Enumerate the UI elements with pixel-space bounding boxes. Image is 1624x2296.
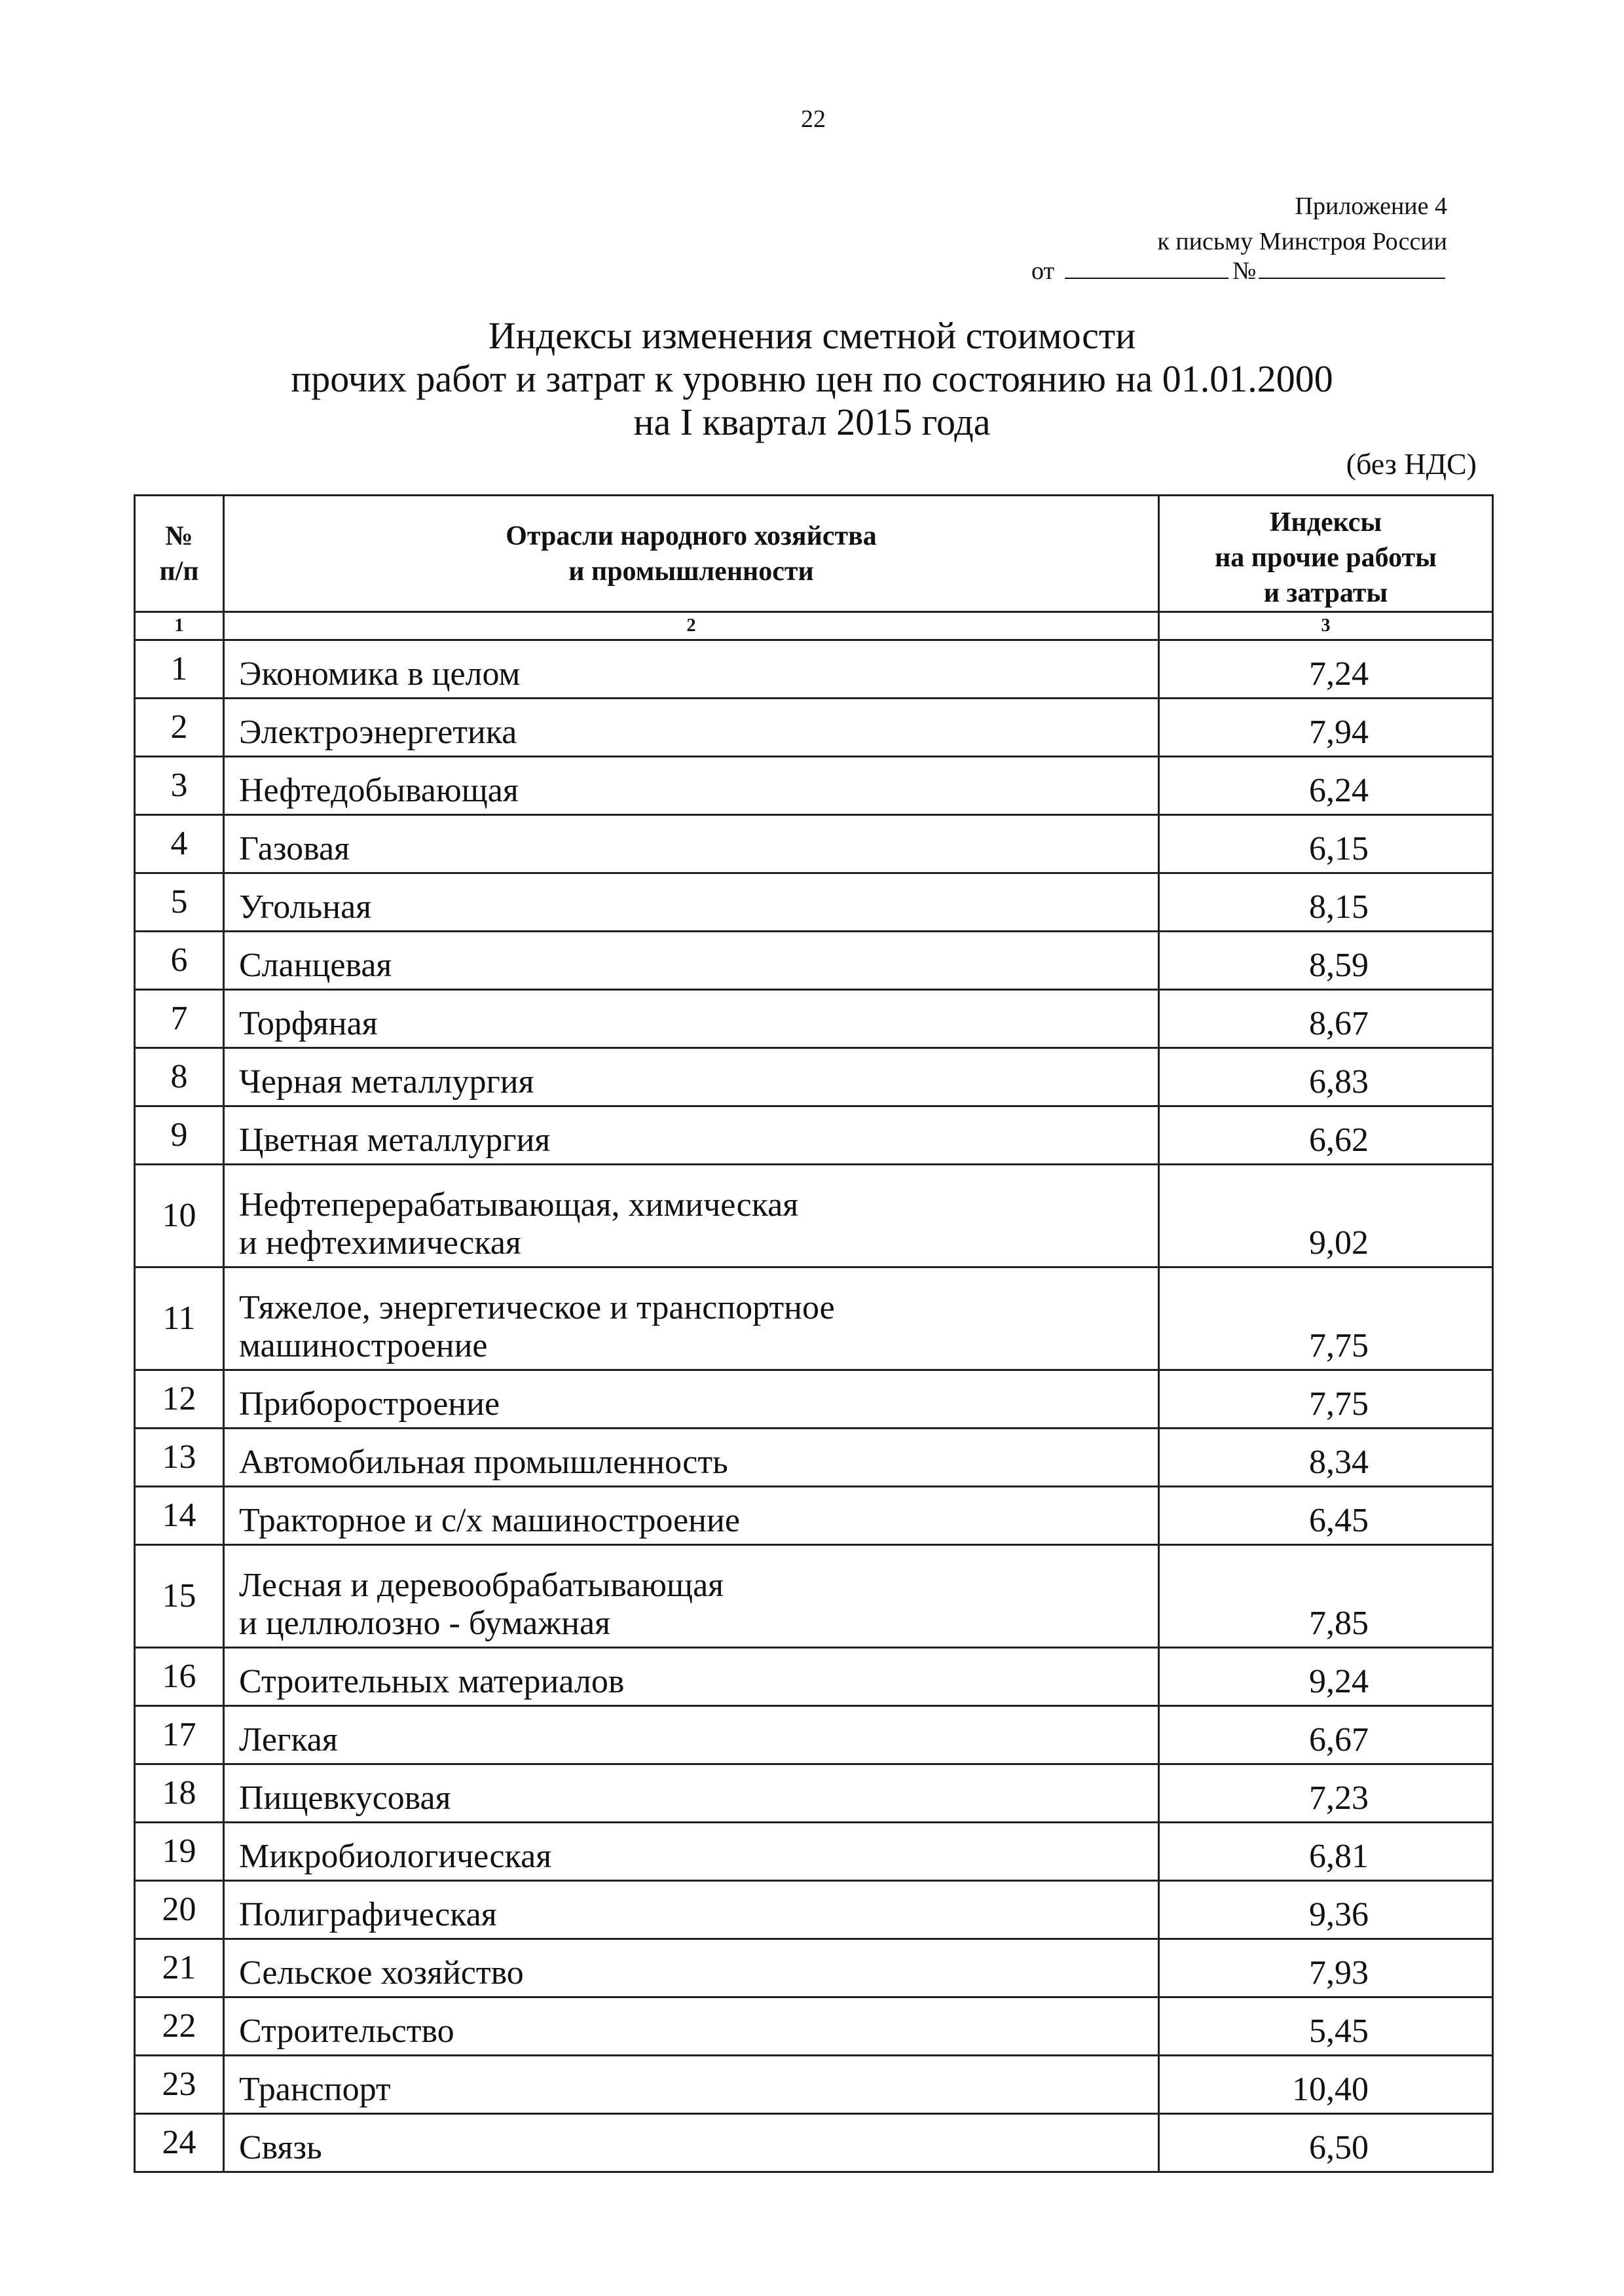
title-line-2: прочих работ и затрат к уровню цен по состоянию на 01.01.2000 <box>291 357 1333 400</box>
row-number: 21 <box>135 1939 224 1997</box>
industry-name-line2: и нефтехимическая <box>239 1224 521 1262</box>
header-industry-line1: Отрасли народного хозяйства <box>506 520 877 551</box>
industry-name <box>224 873 1159 932</box>
index-value: 6,45 <box>1159 1487 1493 1545</box>
index-value: 10,40 <box>1159 2056 1493 2114</box>
column-number-3: 3 <box>1159 612 1493 640</box>
column-number-2: 2 <box>224 612 1159 640</box>
industry-name-line1: Цветная металлургия <box>239 1121 551 1159</box>
industry-name <box>224 1764 1159 1823</box>
vat-note: (без НДС) <box>1346 447 1477 481</box>
index-value: 7,93 <box>1159 1939 1493 1997</box>
industry-name <box>224 1048 1159 1106</box>
industry-name-line1: Пищевкусовая <box>239 1779 451 1817</box>
index-value: 9,36 <box>1159 1881 1493 1939</box>
industry-name <box>224 1429 1159 1487</box>
table-body <box>135 640 1493 2172</box>
appendix-label: Приложение 4 <box>1295 192 1447 220</box>
industry-name <box>224 1648 1159 1706</box>
table-row <box>135 1881 1493 1939</box>
row-number: 24 <box>135 2114 224 2172</box>
index-value: 5,45 <box>1159 1997 1493 2056</box>
table-header-row <box>135 496 1493 612</box>
row-number: 4 <box>135 815 224 873</box>
table-row <box>135 1939 1493 1997</box>
industry-name-line1: Полиграфическая <box>239 1896 497 1933</box>
industry-name <box>224 1706 1159 1764</box>
industry-name <box>224 640 1159 699</box>
industry-name-line1: Экономика в целом <box>239 655 521 693</box>
index-value: 6,15 <box>1159 815 1493 873</box>
index-value: 7,75 <box>1159 1370 1493 1429</box>
index-value: 6,67 <box>1159 1706 1493 1764</box>
row-number: 20 <box>135 1881 224 1939</box>
table-row <box>135 1545 1493 1648</box>
table-row <box>135 757 1493 815</box>
header-number <box>135 496 224 612</box>
ref-prefix: от <box>1031 257 1055 285</box>
date-blank <box>1065 258 1228 279</box>
industry-name <box>224 1267 1159 1370</box>
index-value: 8,15 <box>1159 873 1493 932</box>
row-number: 23 <box>135 2056 224 2114</box>
table-row <box>135 1370 1493 1429</box>
industry-name-line1: Угольная <box>239 888 372 926</box>
industry-name-line1: Лесная и деревообрабатывающая <box>239 1567 724 1604</box>
row-number: 16 <box>135 1648 224 1706</box>
industry-name-line1: Микробиологическая <box>239 1838 552 1875</box>
industry-name-line1: Автомобильная промышленность <box>239 1444 728 1481</box>
index-value: 6,24 <box>1159 757 1493 815</box>
index-value: 6,50 <box>1159 2114 1493 2172</box>
row-number: 14 <box>135 1487 224 1545</box>
table-row <box>135 2056 1493 2114</box>
industry-name-line1: Сельское хозяйство <box>239 1954 524 1992</box>
row-number: 6 <box>135 932 224 990</box>
header-number-line1: № <box>165 520 193 551</box>
row-number: 3 <box>135 757 224 815</box>
industry-name-line2: и целлюлозно - бумажная <box>239 1605 610 1642</box>
reference-line <box>1031 257 1445 285</box>
table-row <box>135 1106 1493 1165</box>
appendix-letter-ref: к письму Минстроя России <box>1157 228 1447 255</box>
table-row <box>135 1267 1493 1370</box>
industry-name <box>224 932 1159 990</box>
row-number: 17 <box>135 1706 224 1764</box>
appendix-block <box>1157 189 1447 259</box>
table-row <box>135 1487 1493 1545</box>
row-number: 13 <box>135 1429 224 1487</box>
row-number: 11 <box>135 1267 224 1370</box>
industry-name-line1: Связь <box>239 2129 322 2166</box>
industry-name-line1: Электроэнергетика <box>239 714 517 751</box>
number-sign: № <box>1232 257 1257 285</box>
document-title <box>131 314 1493 444</box>
industry-name-line2: машиностроение <box>239 1327 488 1364</box>
page-number: 22 <box>801 105 826 133</box>
industry-name <box>224 1823 1159 1881</box>
index-value: 7,85 <box>1159 1545 1493 1648</box>
table-row <box>135 1823 1493 1881</box>
table-row <box>135 1648 1493 1706</box>
table-row <box>135 1706 1493 1764</box>
industry-name-line1: Торфяная <box>239 1005 378 1042</box>
industry-name-line1: Легкая <box>239 1721 338 1758</box>
industry-name <box>224 1881 1159 1939</box>
index-value: 6,62 <box>1159 1106 1493 1165</box>
industry-name <box>224 2056 1159 2114</box>
row-number: 12 <box>135 1370 224 1429</box>
header-index-line2: на прочие работы <box>1215 543 1437 573</box>
row-number: 18 <box>135 1764 224 1823</box>
index-value: 6,81 <box>1159 1823 1493 1881</box>
industry-name <box>224 1939 1159 1997</box>
header-index-line1: Индексы <box>1269 507 1382 538</box>
industry-name <box>224 1165 1159 1267</box>
index-value: 9,24 <box>1159 1648 1493 1706</box>
table-row <box>135 1165 1493 1267</box>
table-row <box>135 699 1493 757</box>
row-number: 19 <box>135 1823 224 1881</box>
industry-name <box>224 1487 1159 1545</box>
row-number: 1 <box>135 640 224 699</box>
table-row <box>135 1764 1493 1823</box>
index-value: 9,02 <box>1159 1165 1493 1267</box>
index-table <box>134 494 1494 2173</box>
index-value: 8,34 <box>1159 1429 1493 1487</box>
table-row <box>135 815 1493 873</box>
index-value: 8,59 <box>1159 932 1493 990</box>
index-value: 6,83 <box>1159 1048 1493 1106</box>
header-index-line3: и затраты <box>1263 578 1388 608</box>
index-value: 7,23 <box>1159 1764 1493 1823</box>
industry-name-line1: Строительных материалов <box>239 1663 625 1700</box>
header-industry <box>224 496 1159 612</box>
industry-name <box>224 699 1159 757</box>
industry-name-line1: Газовая <box>239 830 350 867</box>
row-number: 15 <box>135 1545 224 1648</box>
header-number-line2: п/п <box>159 556 199 587</box>
industry-name-line1: Черная металлургия <box>239 1063 534 1101</box>
header-industry-line2: и промышленности <box>568 556 814 587</box>
title-line-3: на I квартал 2015 года <box>633 401 991 443</box>
row-number: 8 <box>135 1048 224 1106</box>
industry-name <box>224 815 1159 873</box>
index-value: 7,24 <box>1159 640 1493 699</box>
table-row <box>135 1429 1493 1487</box>
industry-name-line1: Строительство <box>239 2013 454 2050</box>
table-row <box>135 2114 1493 2172</box>
index-value: 7,75 <box>1159 1267 1493 1370</box>
index-value: 7,94 <box>1159 699 1493 757</box>
header-index <box>1159 496 1493 612</box>
table-row <box>135 1048 1493 1106</box>
industry-name <box>224 1997 1159 2056</box>
industry-name <box>224 757 1159 815</box>
industry-name-line1: Транспорт <box>239 2071 391 2108</box>
industry-name <box>224 1106 1159 1165</box>
table-row <box>135 1997 1493 2056</box>
row-number: 10 <box>135 1165 224 1267</box>
column-numbers-row <box>135 612 1493 640</box>
row-number: 9 <box>135 1106 224 1165</box>
industry-name <box>224 1545 1159 1648</box>
industry-name <box>224 1370 1159 1429</box>
table-row <box>135 990 1493 1048</box>
table-row <box>135 640 1493 699</box>
number-blank <box>1259 258 1445 279</box>
table-row <box>135 873 1493 932</box>
row-number: 22 <box>135 1997 224 2056</box>
row-number: 5 <box>135 873 224 932</box>
industry-name <box>224 990 1159 1048</box>
title-line-1: Индексы изменения сметной стоимости <box>488 314 1136 357</box>
industry-name-line1: Тяжелое, энергетическое и транспортное <box>239 1289 835 1326</box>
row-number: 2 <box>135 699 224 757</box>
industry-name-line1: Приборостроение <box>239 1385 500 1423</box>
table-row <box>135 932 1493 990</box>
industry-name-line1: Нефтедобывающая <box>239 772 519 809</box>
index-value: 8,67 <box>1159 990 1493 1048</box>
industry-name-line1: Нефтеперерабатывающая, химическая <box>239 1186 799 1224</box>
industry-name-line1: Тракторное и с/х машиностроение <box>239 1502 740 1539</box>
row-number: 7 <box>135 990 224 1048</box>
industry-name <box>224 2114 1159 2172</box>
column-number-1: 1 <box>135 612 224 640</box>
industry-name-line1: Сланцевая <box>239 947 392 984</box>
